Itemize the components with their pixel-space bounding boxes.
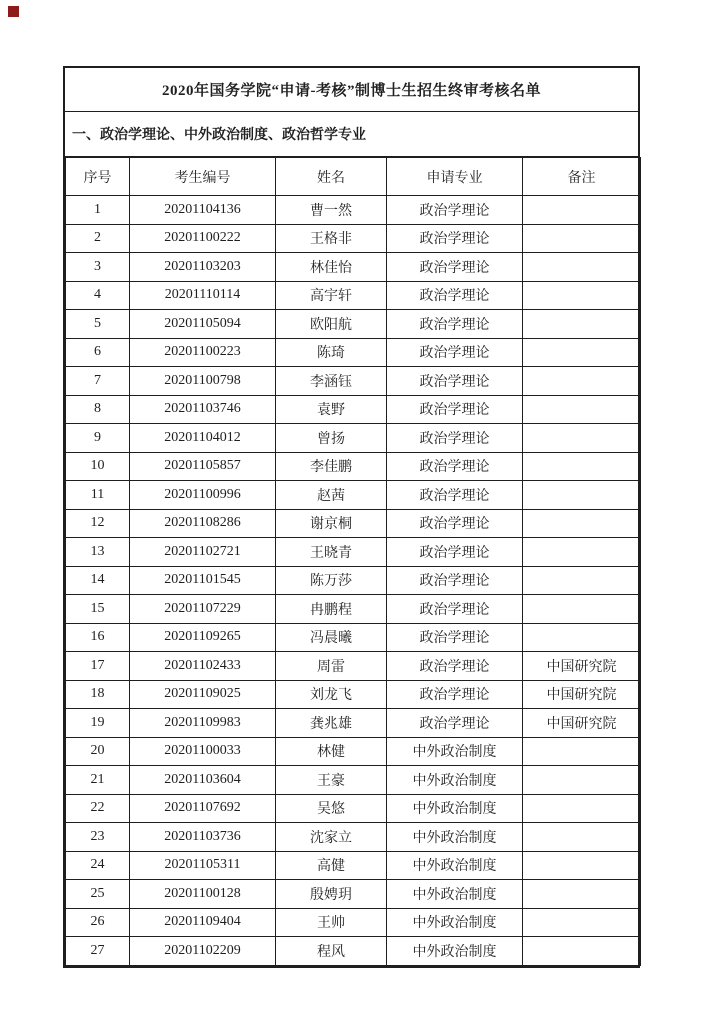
cell-name: 周雷 xyxy=(276,652,387,681)
cell-major: 中外政治制度 xyxy=(387,851,523,880)
cell-major: 中外政治制度 xyxy=(387,880,523,909)
cell-name: 殷娉玥 xyxy=(276,880,387,909)
cell-major: 政治学理论 xyxy=(387,310,523,339)
cell-remark xyxy=(523,253,641,282)
document-title: 2020年国务学院“申请-考核”制博士生招生终审考核名单 xyxy=(65,68,638,112)
table-row xyxy=(66,823,641,852)
cell-exam-number: 20201103604 xyxy=(130,766,276,795)
cell-name: 王豪 xyxy=(276,766,387,795)
cell-exam-number: 20201107229 xyxy=(130,595,276,624)
cell-name: 林佳怡 xyxy=(276,253,387,282)
cell-remark xyxy=(523,509,641,538)
table-row xyxy=(66,538,641,567)
cell-major: 政治学理论 xyxy=(387,367,523,396)
table-row xyxy=(66,281,641,310)
cell-major: 中外政治制度 xyxy=(387,937,523,966)
cell-exam-number: 20201105311 xyxy=(130,851,276,880)
table-row xyxy=(66,937,641,966)
cell-exam-number: 20201108286 xyxy=(130,509,276,538)
table-row xyxy=(66,338,641,367)
cell-exam-number: 20201107692 xyxy=(130,794,276,823)
cell-serial: 13 xyxy=(66,538,130,567)
cell-serial: 5 xyxy=(66,310,130,339)
cell-exam-number: 20201102721 xyxy=(130,538,276,567)
cell-name: 刘龙飞 xyxy=(276,680,387,709)
cell-exam-number: 20201100033 xyxy=(130,737,276,766)
cell-serial: 17 xyxy=(66,652,130,681)
cell-remark xyxy=(523,338,641,367)
cell-major: 政治学理论 xyxy=(387,509,523,538)
cell-major: 政治学理论 xyxy=(387,566,523,595)
cell-remark xyxy=(523,595,641,624)
cell-remark xyxy=(523,766,641,795)
cell-name: 高健 xyxy=(276,851,387,880)
cell-remark xyxy=(523,196,641,225)
cell-name: 林健 xyxy=(276,737,387,766)
cell-remark xyxy=(523,481,641,510)
cell-remark: 中国研究院 xyxy=(523,652,641,681)
cell-serial: 7 xyxy=(66,367,130,396)
table-row xyxy=(66,880,641,909)
cell-major: 政治学理论 xyxy=(387,481,523,510)
cell-serial: 3 xyxy=(66,253,130,282)
cell-remark xyxy=(523,823,641,852)
cell-remark xyxy=(523,424,641,453)
cell-exam-number: 20201109025 xyxy=(130,680,276,709)
cell-exam-number: 20201109265 xyxy=(130,623,276,652)
cell-name: 王晓青 xyxy=(276,538,387,567)
cell-exam-number: 20201102433 xyxy=(130,652,276,681)
cell-remark xyxy=(523,937,641,966)
cell-serial: 25 xyxy=(66,880,130,909)
cell-major: 政治学理论 xyxy=(387,424,523,453)
table-row xyxy=(66,623,641,652)
cell-major: 中外政治制度 xyxy=(387,737,523,766)
candidate-table xyxy=(65,157,641,966)
cell-major: 中外政治制度 xyxy=(387,908,523,937)
cell-major: 政治学理论 xyxy=(387,338,523,367)
cell-name: 沈家立 xyxy=(276,823,387,852)
cell-name: 李佳鹏 xyxy=(276,452,387,481)
table-row xyxy=(66,367,641,396)
column-header-exam-number: 考生编号 xyxy=(130,158,276,196)
table-row xyxy=(66,395,641,424)
cell-name: 谢京桐 xyxy=(276,509,387,538)
cell-name: 王格非 xyxy=(276,224,387,253)
cell-name: 陈万莎 xyxy=(276,566,387,595)
cell-major: 政治学理论 xyxy=(387,395,523,424)
cell-exam-number: 20201103203 xyxy=(130,253,276,282)
cell-name: 陈琦 xyxy=(276,338,387,367)
table-row xyxy=(66,253,641,282)
cell-major: 政治学理论 xyxy=(387,253,523,282)
cell-major: 政治学理论 xyxy=(387,680,523,709)
cell-serial: 23 xyxy=(66,823,130,852)
cell-exam-number: 20201100222 xyxy=(130,224,276,253)
cell-exam-number: 20201109404 xyxy=(130,908,276,937)
cell-major: 政治学理论 xyxy=(387,595,523,624)
cell-serial: 26 xyxy=(66,908,130,937)
cell-remark xyxy=(523,452,641,481)
cell-remark xyxy=(523,880,641,909)
cell-major: 政治学理论 xyxy=(387,538,523,567)
cell-serial: 14 xyxy=(66,566,130,595)
table-header-row xyxy=(66,158,641,196)
table-row xyxy=(66,452,641,481)
cell-remark xyxy=(523,851,641,880)
table-row xyxy=(66,652,641,681)
cell-major: 政治学理论 xyxy=(387,224,523,253)
cell-serial: 9 xyxy=(66,424,130,453)
cell-remark: 中国研究院 xyxy=(523,709,641,738)
cell-name: 王帅 xyxy=(276,908,387,937)
cell-remark xyxy=(523,538,641,567)
cell-name: 赵茜 xyxy=(276,481,387,510)
red-stamp-mark xyxy=(8,6,19,17)
cell-serial: 10 xyxy=(66,452,130,481)
cell-exam-number: 20201100223 xyxy=(130,338,276,367)
cell-exam-number: 20201105094 xyxy=(130,310,276,339)
cell-major: 政治学理论 xyxy=(387,623,523,652)
table-row xyxy=(66,851,641,880)
cell-major: 政治学理论 xyxy=(387,196,523,225)
cell-serial: 15 xyxy=(66,595,130,624)
cell-exam-number: 20201109983 xyxy=(130,709,276,738)
column-header-remark: 备注 xyxy=(523,158,641,196)
cell-remark xyxy=(523,737,641,766)
cell-remark xyxy=(523,310,641,339)
cell-name: 欧阳航 xyxy=(276,310,387,339)
cell-serial: 16 xyxy=(66,623,130,652)
cell-serial: 1 xyxy=(66,196,130,225)
admission-list-document xyxy=(63,66,640,968)
cell-exam-number: 20201100128 xyxy=(130,880,276,909)
table-row xyxy=(66,224,641,253)
cell-remark xyxy=(523,566,641,595)
table-row xyxy=(66,566,641,595)
cell-major: 政治学理论 xyxy=(387,652,523,681)
cell-serial: 20 xyxy=(66,737,130,766)
cell-serial: 22 xyxy=(66,794,130,823)
cell-exam-number: 20201104136 xyxy=(130,196,276,225)
cell-exam-number: 20201100996 xyxy=(130,481,276,510)
cell-serial: 18 xyxy=(66,680,130,709)
cell-major: 政治学理论 xyxy=(387,281,523,310)
cell-exam-number: 20201103746 xyxy=(130,395,276,424)
cell-serial: 12 xyxy=(66,509,130,538)
cell-major: 政治学理论 xyxy=(387,452,523,481)
cell-exam-number: 20201103736 xyxy=(130,823,276,852)
table-row xyxy=(66,908,641,937)
column-header-name: 姓名 xyxy=(276,158,387,196)
cell-name: 曹一然 xyxy=(276,196,387,225)
table-row xyxy=(66,509,641,538)
cell-name: 冯晨曦 xyxy=(276,623,387,652)
table-row xyxy=(66,737,641,766)
cell-serial: 8 xyxy=(66,395,130,424)
table-row xyxy=(66,424,641,453)
cell-serial: 6 xyxy=(66,338,130,367)
cell-remark: 中国研究院 xyxy=(523,680,641,709)
cell-exam-number: 20201102209 xyxy=(130,937,276,966)
cell-remark xyxy=(523,281,641,310)
cell-serial: 21 xyxy=(66,766,130,795)
cell-exam-number: 20201105857 xyxy=(130,452,276,481)
table-row xyxy=(66,310,641,339)
cell-exam-number: 20201101545 xyxy=(130,566,276,595)
cell-remark xyxy=(523,367,641,396)
cell-name: 曾扬 xyxy=(276,424,387,453)
cell-serial: 19 xyxy=(66,709,130,738)
table-row xyxy=(66,709,641,738)
cell-exam-number: 20201110114 xyxy=(130,281,276,310)
table-row xyxy=(66,794,641,823)
cell-serial: 11 xyxy=(66,481,130,510)
cell-major: 中外政治制度 xyxy=(387,794,523,823)
cell-name: 袁野 xyxy=(276,395,387,424)
cell-name: 李涵钰 xyxy=(276,367,387,396)
cell-remark xyxy=(523,224,641,253)
cell-name: 冉鹏程 xyxy=(276,595,387,624)
column-header-serial: 序号 xyxy=(66,158,130,196)
table-row xyxy=(66,481,641,510)
cell-serial: 24 xyxy=(66,851,130,880)
cell-serial: 4 xyxy=(66,281,130,310)
cell-name: 龚兆雄 xyxy=(276,709,387,738)
cell-name: 高宇轩 xyxy=(276,281,387,310)
cell-remark xyxy=(523,623,641,652)
cell-major: 政治学理论 xyxy=(387,709,523,738)
cell-major: 中外政治制度 xyxy=(387,766,523,795)
table-row xyxy=(66,595,641,624)
table-row xyxy=(66,766,641,795)
cell-name: 程风 xyxy=(276,937,387,966)
table-row xyxy=(66,196,641,225)
table-row xyxy=(66,680,641,709)
cell-remark xyxy=(523,794,641,823)
section-heading: 一、政治学理论、中外政治制度、政治哲学专业 xyxy=(65,112,638,157)
cell-remark xyxy=(523,395,641,424)
cell-exam-number: 20201100798 xyxy=(130,367,276,396)
cell-remark xyxy=(523,908,641,937)
cell-serial: 2 xyxy=(66,224,130,253)
cell-exam-number: 20201104012 xyxy=(130,424,276,453)
cell-name: 吴悠 xyxy=(276,794,387,823)
cell-serial: 27 xyxy=(66,937,130,966)
cell-major: 中外政治制度 xyxy=(387,823,523,852)
column-header-major: 申请专业 xyxy=(387,158,523,196)
